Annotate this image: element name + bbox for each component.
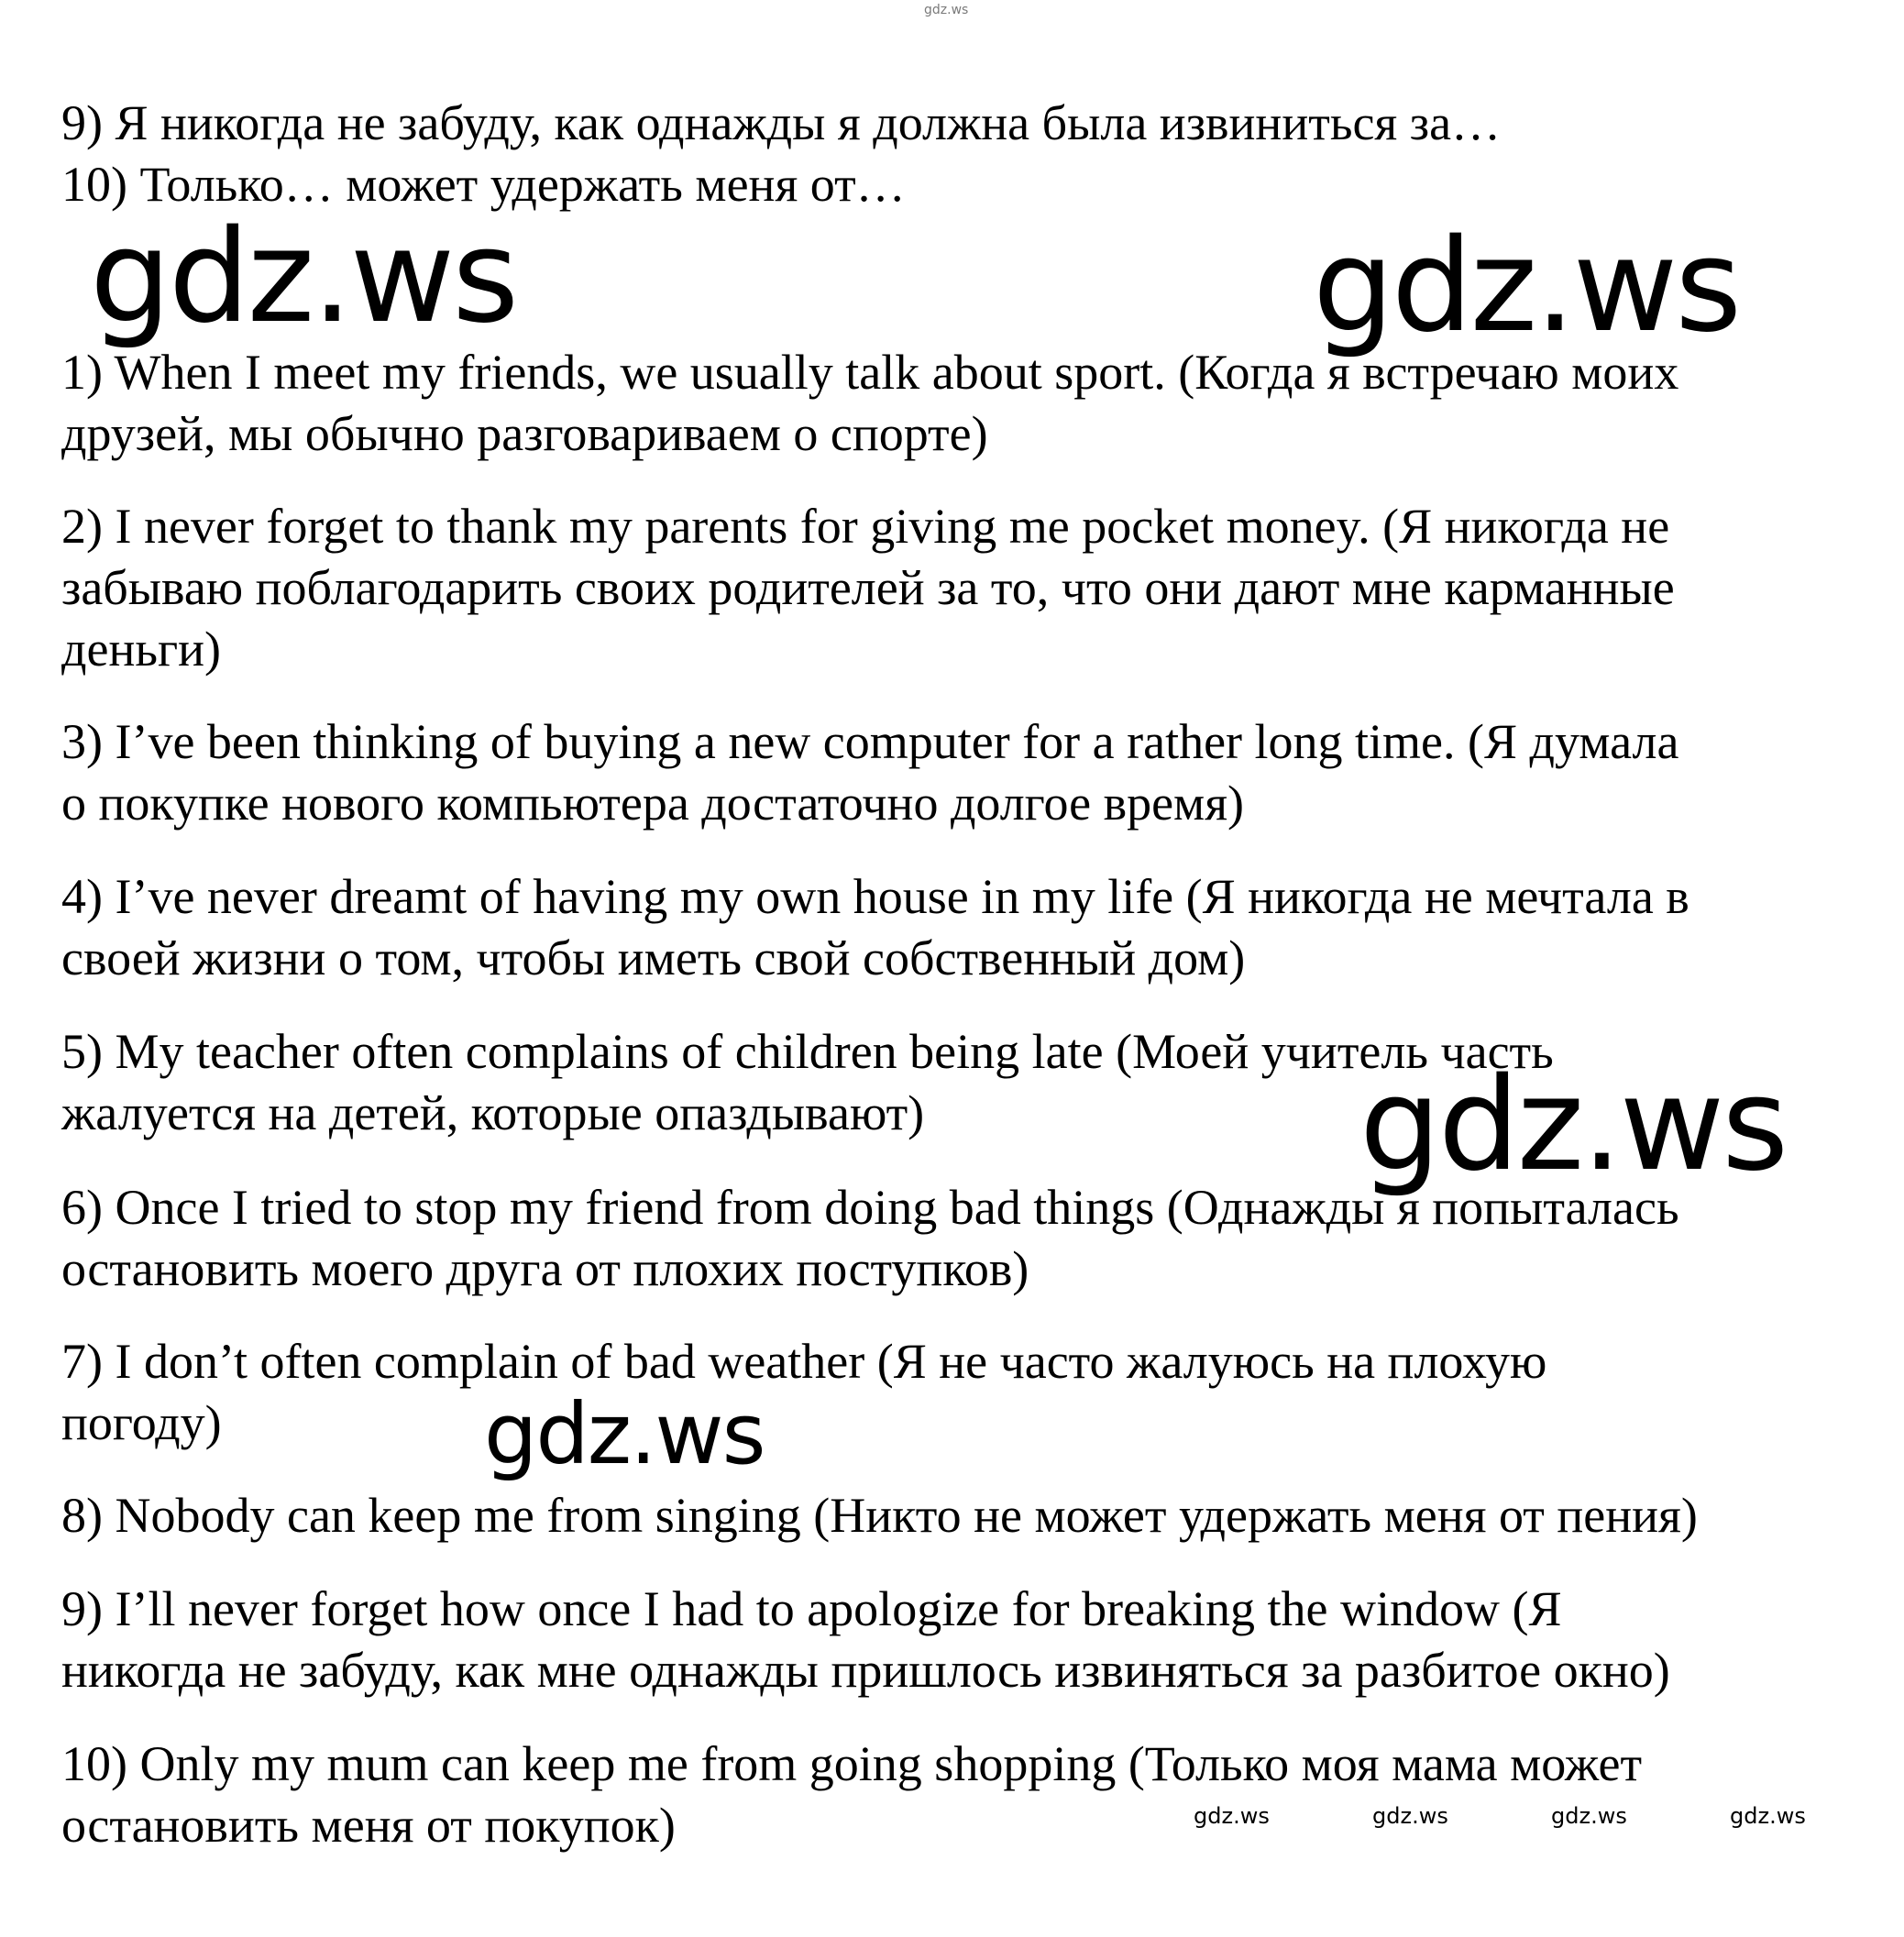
answer-line: погоду)	[61, 1395, 222, 1450]
answer-line: 5) My teacher often complains of children being late (Моей учитель часть	[61, 1024, 1554, 1079]
watermark-large: gdz.ws	[1313, 212, 1740, 361]
watermark-medium: gdz.ws	[484, 1385, 765, 1483]
prompt-9: 9) Я никогда не забуду, как однажды я должна была извиниться за…	[61, 95, 1502, 150]
answer-line: 1) When I meet my friends, we usually talk about sport. (Когда я встречаю моих	[61, 345, 1679, 400]
header-watermark: gdz.ws	[924, 3, 969, 17]
answer-1	[61, 342, 1858, 465]
prompt-10: 10) Только… может удержать меня от…	[61, 157, 906, 212]
answer-line: 2) I never forget to thank my parents for giving me pocket money. (Я никогда не	[61, 499, 1670, 554]
answer-6	[61, 1177, 1858, 1300]
answer-line: 9) I’ll never forget how once I had to apologize for breaking the window (Я	[61, 1581, 1562, 1636]
answer-line: деньги)	[61, 622, 221, 677]
watermark-large: gdz.ws	[1359, 1051, 1787, 1200]
answer-line: 4) I’ve never dreamt of having my own house in my life (Я никогда не мечтала в	[61, 869, 1689, 924]
answer-line: никогда не забуду, как мне однажды пришлось извиняться за разбитое окно)	[61, 1643, 1670, 1698]
answer-line: жалуется на детей, которые опаздывают)	[61, 1085, 925, 1140]
answer-line: 3) I’ve been thinking of buying a new computer for a rather long time. (Я думала	[61, 714, 1679, 769]
answer-line: остановить меня от покупок)	[61, 1798, 676, 1853]
answer-4	[61, 866, 1858, 989]
answer-line: о покупке нового компьютера достаточно долгое время)	[61, 776, 1245, 831]
answer-line: 6) Once I tried to stop my friend from doing bad things (Однажды я попыталась	[61, 1180, 1679, 1235]
answer-2	[61, 496, 1858, 680]
answer-line: друзей, мы обычно разговариваем о спорте)	[61, 406, 988, 461]
answer-10	[61, 1733, 1858, 1856]
answer-line: 8) Nobody can keep me from singing (Никто не может удержать меня от пения)	[61, 1488, 1698, 1543]
answer-8	[61, 1485, 1858, 1546]
answer-line: забываю поблагодарить своих родителей за то, что они дают мне карманные	[61, 560, 1675, 615]
watermark-small: gdz.ws	[1730, 1803, 1806, 1829]
answer-line: 10) Only my mum can keep me from going shopping (Только моя мама может	[61, 1736, 1643, 1791]
answer-line: 7) I don’t often complain of bad weather (Я не часто жалуюсь на плохую	[61, 1334, 1547, 1389]
watermark-small: gdz.ws	[1551, 1803, 1627, 1829]
watermark-large: gdz.ws	[90, 203, 517, 352]
answer-line: своей жизни о том, чтобы иметь свой собственный дом)	[61, 930, 1246, 985]
answer-9	[61, 1579, 1858, 1701]
answer-7	[61, 1331, 1858, 1454]
watermark-small: gdz.ws	[1372, 1803, 1448, 1829]
answer-3	[61, 711, 1858, 834]
answer-line: остановить моего друга от плохих поступков)	[61, 1241, 1029, 1296]
watermark-small: gdz.ws	[1194, 1803, 1270, 1829]
